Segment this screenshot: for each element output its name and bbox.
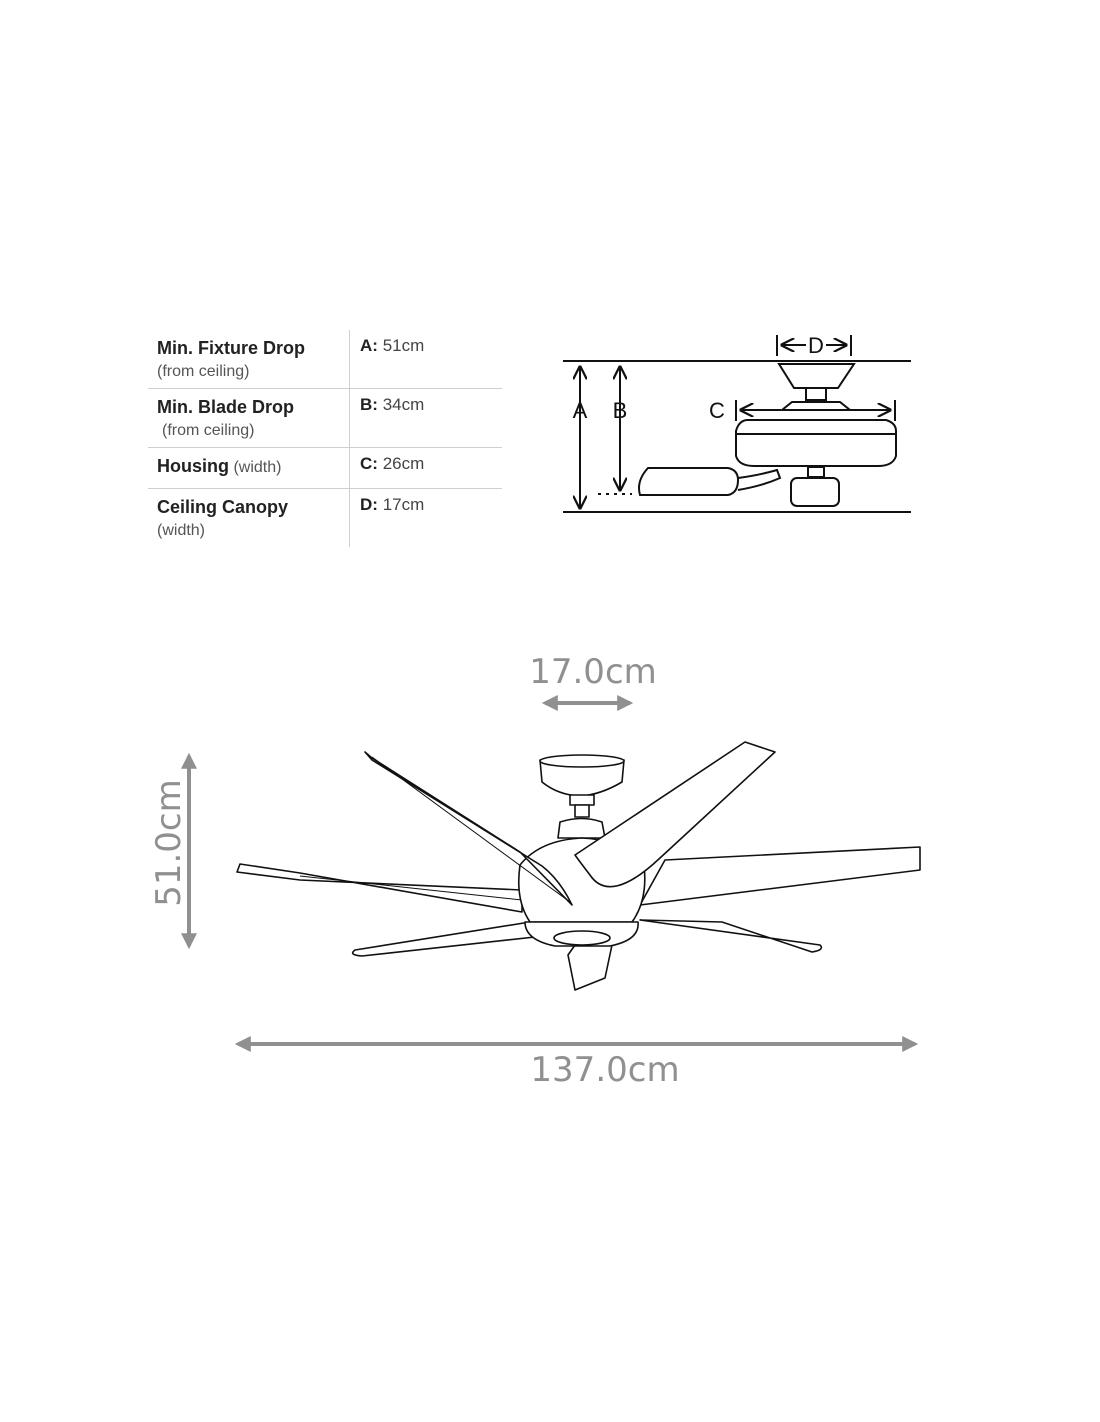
- fan-blade-upper-left-edge: [372, 757, 570, 902]
- spec-key: A:: [360, 336, 378, 355]
- label-d: D: [808, 333, 824, 358]
- span-label: 137.0cm: [530, 1050, 680, 1090]
- fan-motor-top: [558, 819, 605, 839]
- label-c: C: [709, 398, 725, 423]
- canopy-width-label: 17.0cm: [529, 652, 657, 692]
- spec-key: D:: [360, 495, 378, 514]
- label-a: A: [572, 398, 588, 423]
- fan-canopy-rim: [540, 755, 624, 767]
- spec-label: Ceiling Canopy: [157, 497, 289, 517]
- spec-sublabel: (from ceiling): [162, 422, 255, 439]
- side-downrod: [806, 388, 826, 400]
- height-label: 51.0cm: [149, 779, 189, 907]
- spec-value: 26cm: [382, 454, 425, 473]
- fan-mount: [570, 795, 594, 805]
- side-canopy: [779, 364, 854, 388]
- side-motor-housing: [736, 420, 896, 466]
- spec-sublabel: (width): [157, 522, 206, 539]
- spec-value: 51cm: [382, 336, 425, 355]
- fan-light-lens: [554, 931, 610, 945]
- side-light-stem: [808, 467, 824, 477]
- side-fan-blade: [639, 468, 738, 495]
- fan-blade-left: [237, 864, 522, 912]
- side-profile-diagram: [563, 335, 911, 512]
- side-light-kit: [791, 478, 839, 506]
- fan-blade-lower-left: [353, 922, 535, 956]
- spec-label: Min. Fixture Drop: [157, 338, 305, 358]
- spec-label: Housing: [157, 456, 229, 476]
- fan-blade-lower-right: [640, 920, 821, 952]
- spec-value: 17cm: [382, 495, 425, 514]
- spec-label: Min. Blade Drop: [157, 397, 295, 417]
- spec-key: C:: [360, 454, 378, 473]
- side-housing-cap: [782, 402, 850, 410]
- spec-value: 34cm: [382, 395, 425, 414]
- fan-blade-right: [640, 847, 920, 905]
- fan-drawing: [237, 742, 920, 990]
- spec-key: B:: [360, 395, 378, 414]
- spec-sublabel: (width): [233, 459, 282, 476]
- spec-sublabel: (from ceiling): [157, 363, 250, 380]
- label-b: B: [612, 398, 628, 423]
- side-blade-arm: [738, 470, 780, 490]
- fan-downrod: [575, 805, 589, 817]
- fan-blade-front: [568, 945, 612, 990]
